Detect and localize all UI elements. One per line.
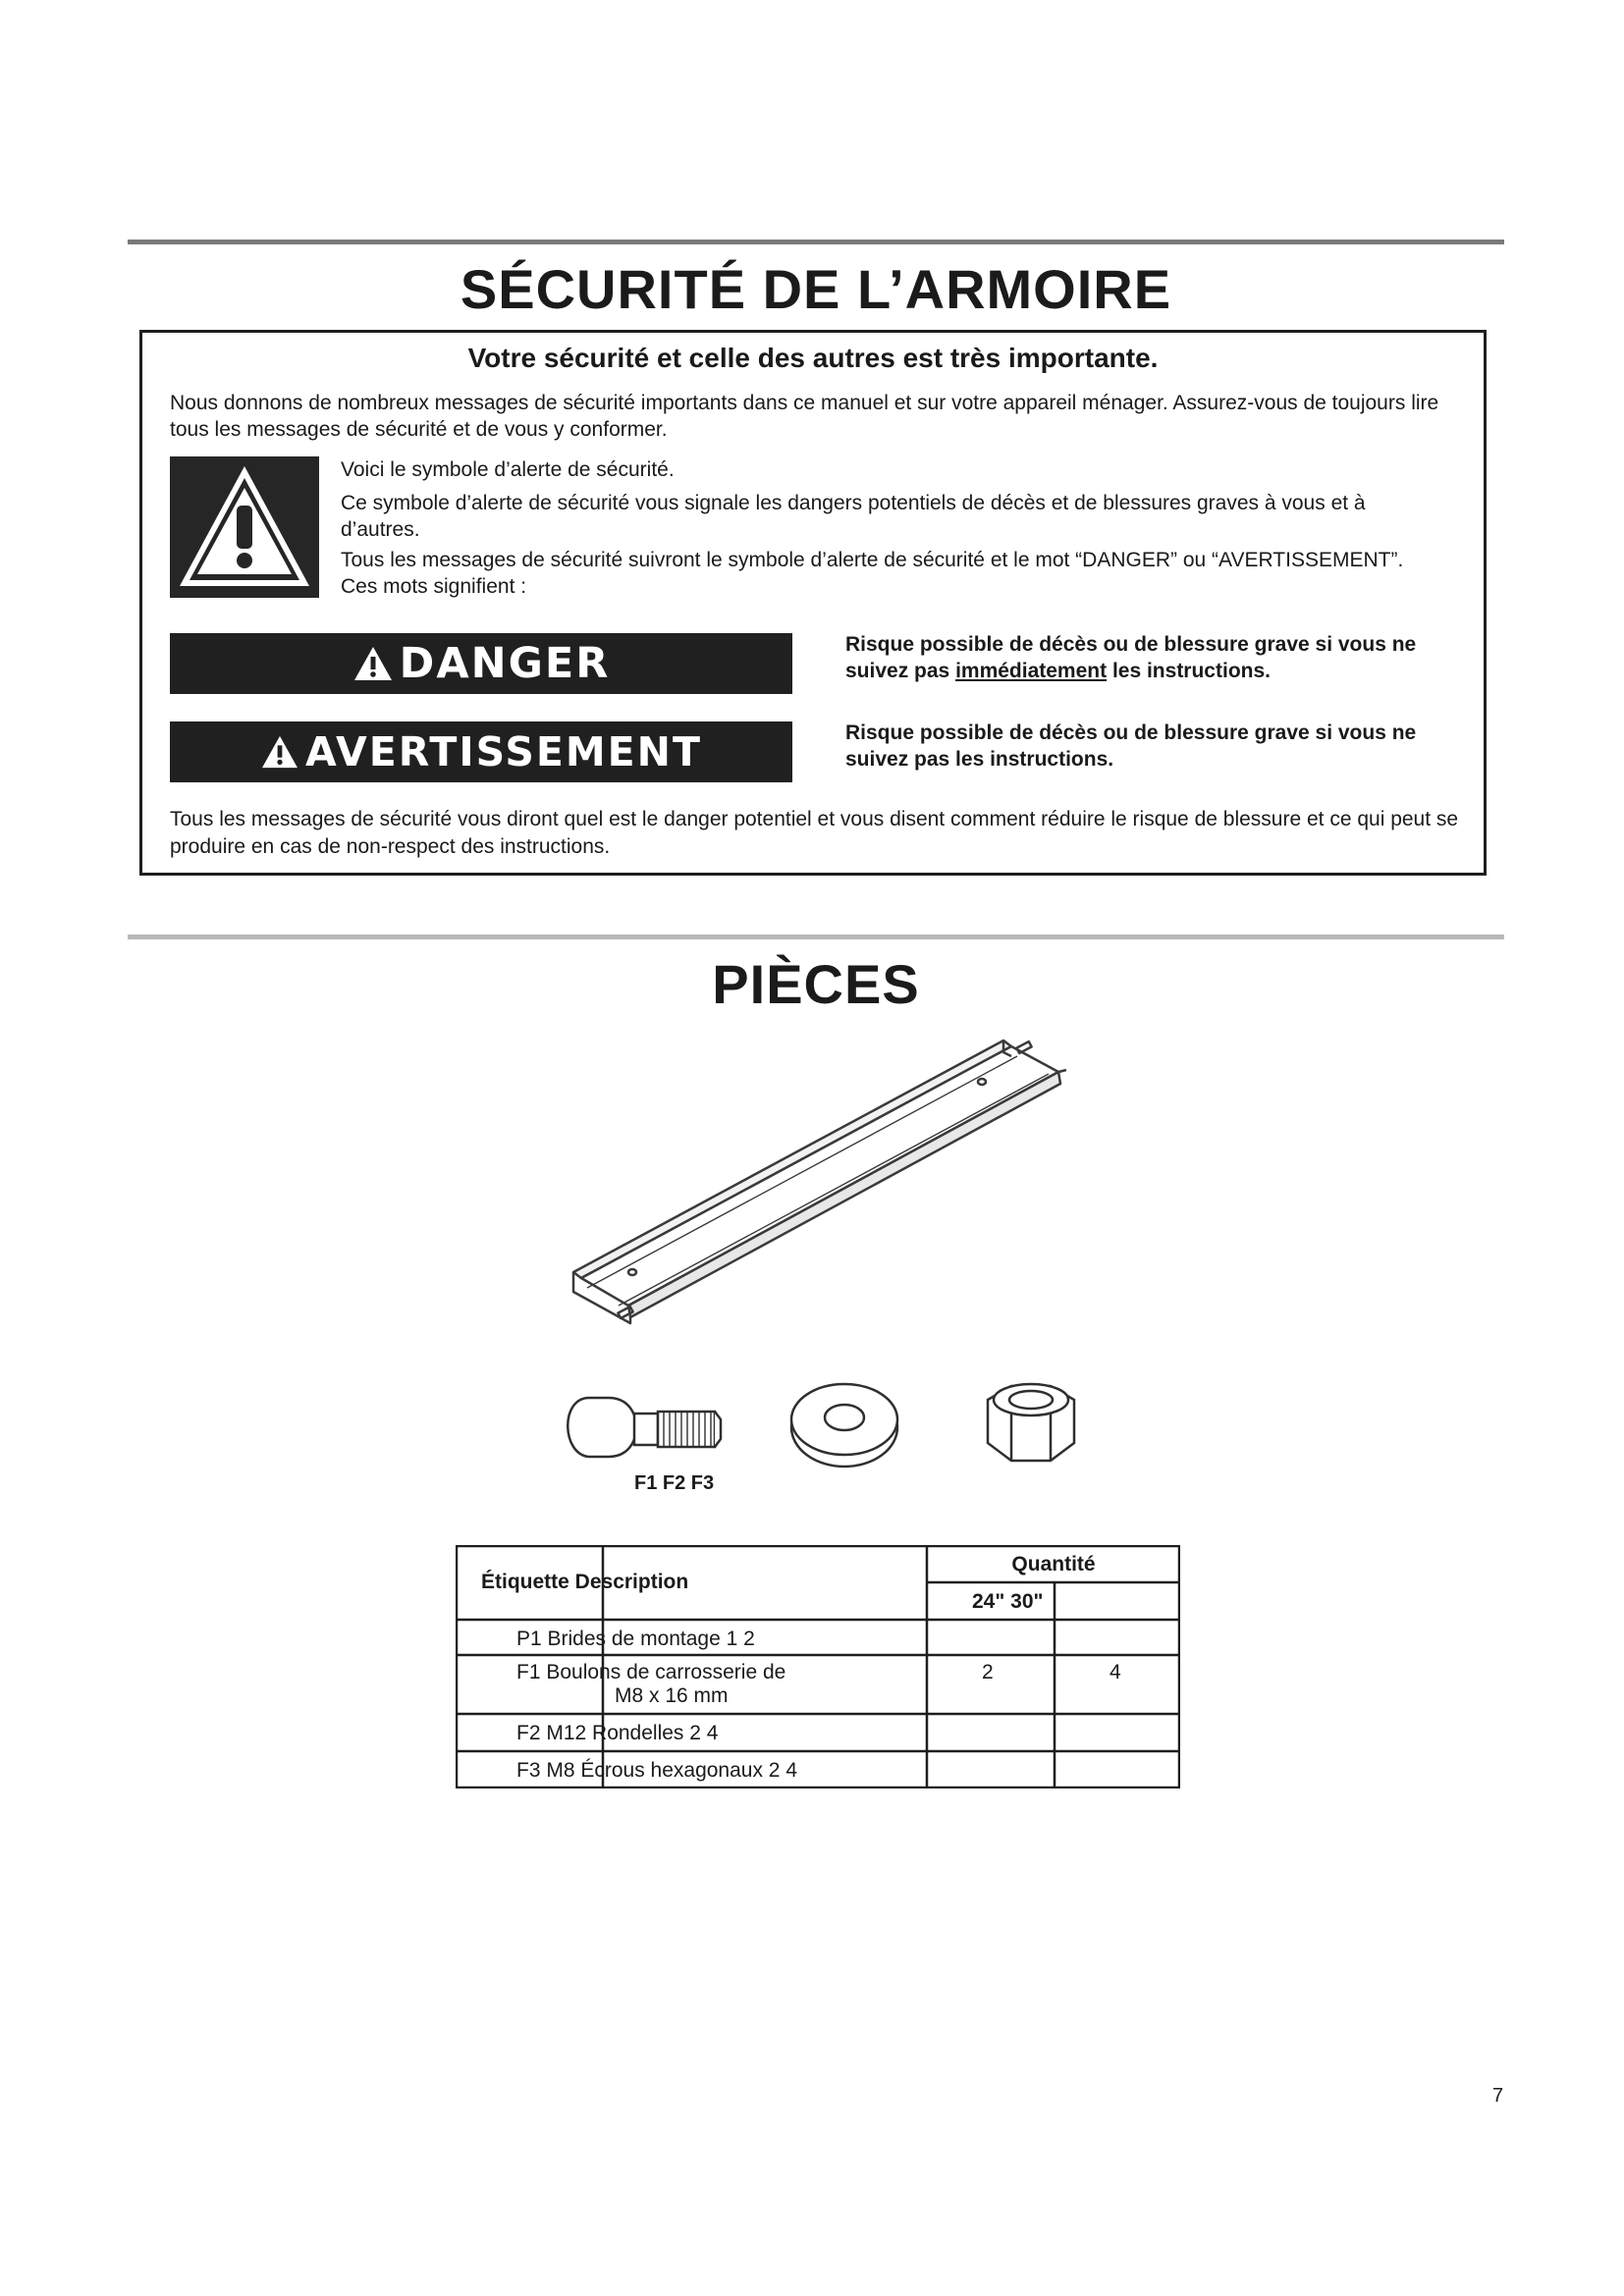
- table-header-label: Étiquette Description: [481, 1571, 689, 1593]
- table-row-2: F1 Boulons de carrosserie de: [516, 1661, 786, 1683]
- safety-heading: Votre sécurité et celle des autres est très importante.: [467, 343, 1159, 373]
- hex-nut-drawing: [988, 1384, 1074, 1461]
- parts-table: [456, 1545, 1180, 1789]
- table-row-3: F2 M12 Rondelles 2 4: [516, 1722, 719, 1744]
- table-row-4: F3 M8 Écrous hexagonaux 2 4: [516, 1759, 798, 1782]
- safety-footer: Tous les messages de sécurité vous diront quel est le danger potentiel et vous disent comment réduire le risque de blessure et ce qui peut se produire en cas de non-respect des instructions.: [170, 808, 1459, 858]
- danger-label: DANGER: [399, 639, 611, 688]
- symbol-line: Voici le symbole d’alerte de sécurité.: [341, 458, 675, 481]
- hardware-label: F1 F2 F3: [634, 1472, 715, 1494]
- mounting-bracket-drawing: [573, 1041, 1066, 1323]
- danger-text-emphasis: immédiatement: [955, 660, 1108, 682]
- page-number: 7: [1492, 2085, 1504, 2107]
- symbol-follow-text: Tous les messages de sécurité suivront le symbole d’alerte de sécurité et le mot “DANGER” ou “AVERTISSEMENT”. Ces mots signifient :: [341, 549, 1404, 598]
- table-row-2-qty-30: 4: [1110, 1661, 1121, 1683]
- danger-text-b: les instructions.: [1107, 660, 1271, 682]
- table-row-1: P1 Brides de montage 1 2: [516, 1628, 755, 1650]
- washer-drawing: [791, 1384, 897, 1467]
- parts-title: PIÈCES: [712, 953, 920, 1015]
- table-row-2-line2: M8 x 16 mm: [615, 1684, 729, 1707]
- warning-description: Risque possible de décès ou de blessure grave si vous ne suivez pas les instructions.: [845, 721, 1417, 771]
- danger-text-a: Risque possible de décès ou de blessure grave si vous ne suivez pas: [845, 633, 1417, 682]
- table-row-2-qty-24: 2: [982, 1661, 994, 1683]
- safety-intro: Nous donnons de nombreux messages de sécurité importants dans ce manuel et sur votre appareil ménager. Assurez-vous de toujours lire tous les messages de sécurité et de vous y conformer.: [170, 392, 1439, 441]
- carriage-bolt-drawing: [568, 1398, 721, 1457]
- table-header-quantity: Quantité: [1011, 1553, 1096, 1575]
- table-header-sizes: 24" 30": [972, 1590, 1044, 1613]
- safety-title: SÉCURITÉ DE L’ARMOIRE: [460, 258, 1172, 320]
- warning-label: AVERTISSEMENT: [305, 728, 702, 775]
- symbol-description: Ce symbole d’alerte de sécurité vous signale les dangers potentiels de décès et de blessures graves à vous et à d’autres.: [341, 492, 1366, 541]
